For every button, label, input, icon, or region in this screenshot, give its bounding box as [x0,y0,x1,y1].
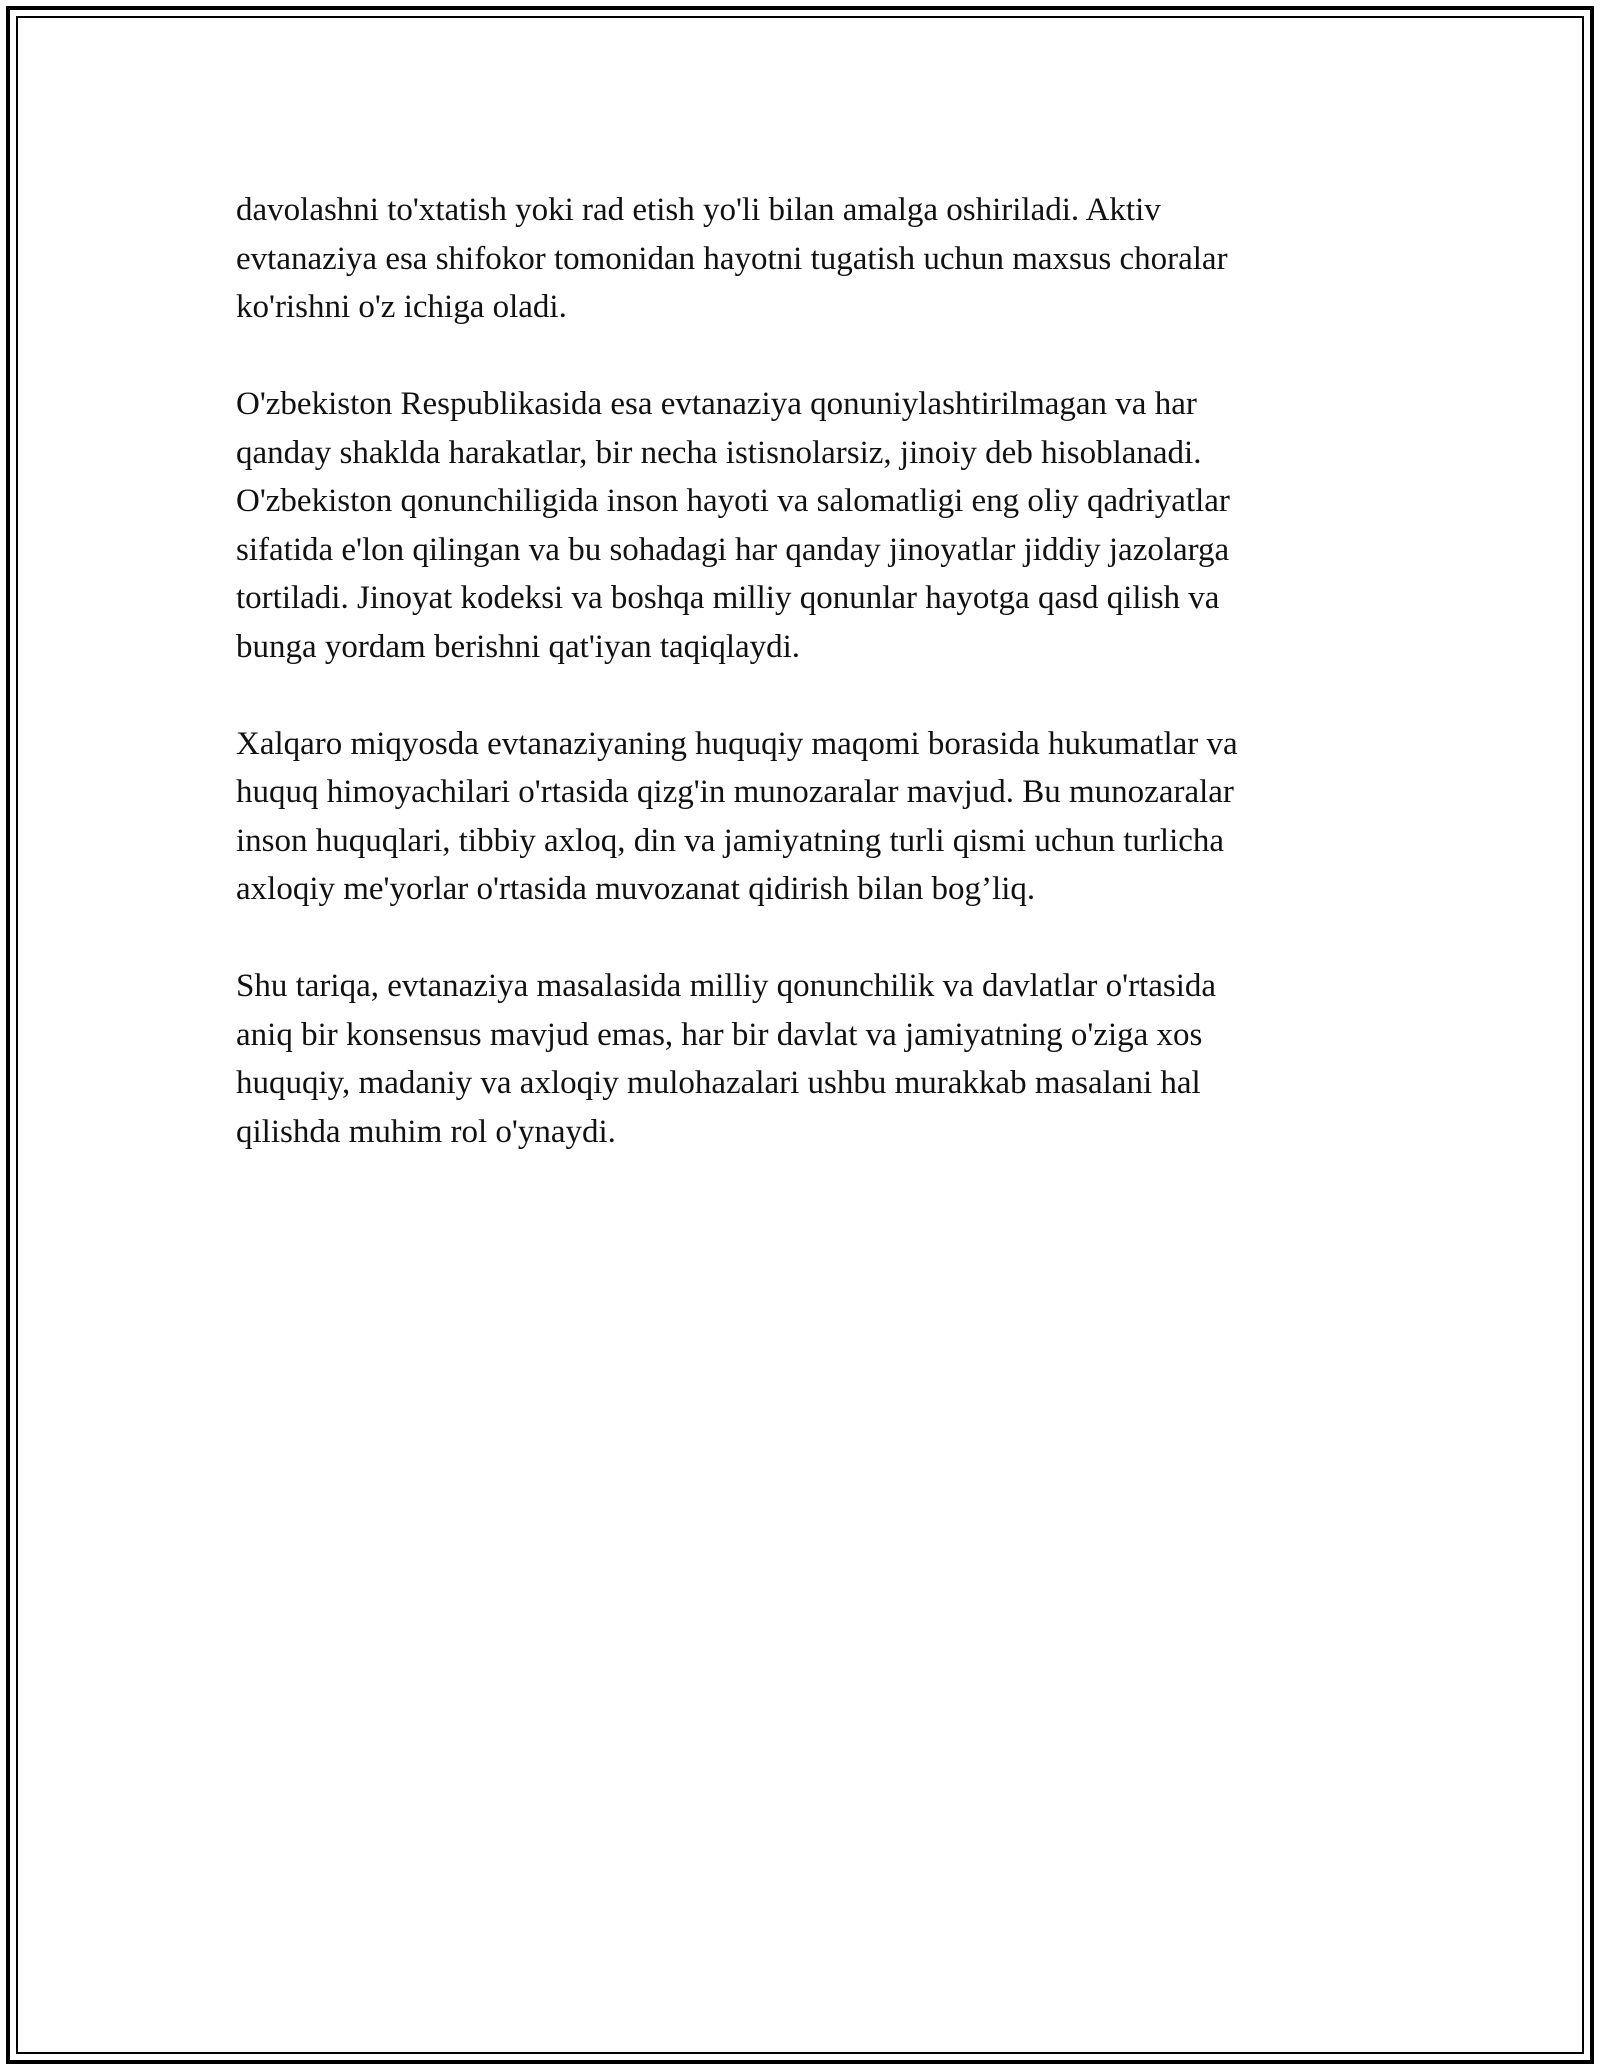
paragraph-3: Xalqaro miqyosda evtanaziyaning huquqiy maqomi borasida hukumatlar va huquq himoyachilari o'rtasida qizg'in munozaralar mavjud. Bu munozaralar inson huquqlari, tibbiy axloq, din va jamiyatning turli qismi uchun turlicha axloqiy me'yorlar o'rtasida muvozanat qidirish bilan bog’liq. [236,725,1238,907]
document-body [236,186,1366,1205]
paragraph-1: davolashni to'xtatish yoki rad etish yo'li bilan amalga oshiriladi. Aktiv evtanaziya esa shifokor tomonidan hayotni tugatish uchun maxsus choralar ko'rishni o'z ichiga oladi. [236,192,1228,325]
paragraph-2: O'zbekiston Respublikasida esa evtanaziya qonuniylashtirilmagan va har qanday shakldа harakatlar, bir necha istisnolarsiz, jinoiy deb hisoblanadi. O'zbekiston qonunchiligida inson hayoti va salomatligi eng oliy qadriyatlar sifatida e'lon qilingan va bu sohadagi har qanday jinoyatlar jiddiy jazolarga tortiladi. Jinoyat kodeksi va boshqa milliy qonunlar hayotga qasd qilish va bunga yordam berishni qat'iyan taqiqlaydi. [236,386,1230,665]
paragraph-4: Shu tariqa, evtanaziya masalasida milliy qonunchilik va davlatlar o'rtasida aniq bir konsensus mavjud emas, har bir davlat va jamiyatning o'ziga xos huquqiy, madaniy va axloqiy mulohazalari ushbu murakkab masalani hal qilishda muhim rol o'ynaydi. [236,968,1217,1150]
